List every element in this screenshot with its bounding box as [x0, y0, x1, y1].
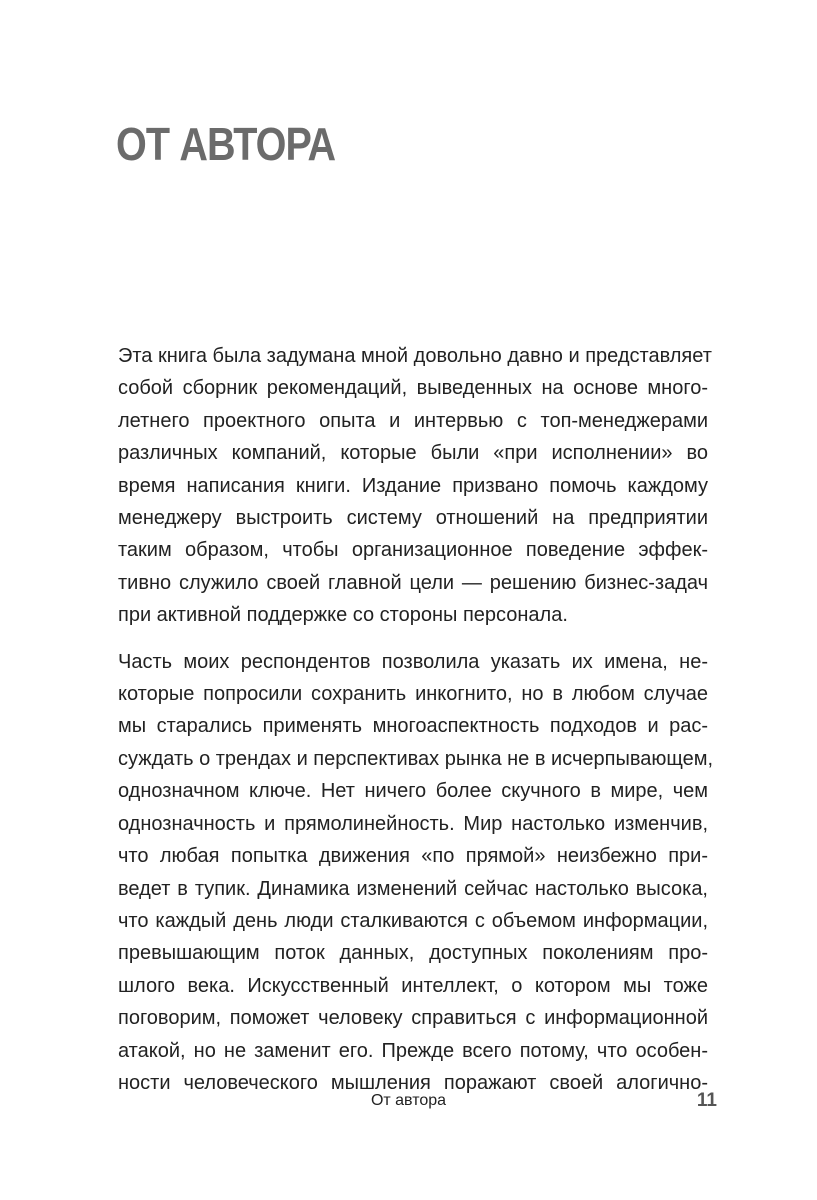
text-line: Часть моих респондентов позволила указать их имена, не-	[118, 650, 708, 673]
text-line: что каждый день люди сталкиваются с объемом информации,	[118, 909, 708, 932]
text-line: шлого века. Искусственный интеллект, о котором мы тоже	[118, 974, 708, 997]
paragraph-2	[118, 646, 714, 1100]
body-text	[118, 340, 714, 1113]
text-line: однозначном ключе. Нет ничего более скучного в мире, чем	[118, 780, 708, 803]
text-line: которые попросили сохранить инкогнито, но в любом случае	[118, 683, 708, 706]
text-line: превышающим поток данных, доступных поколениям про-	[118, 942, 708, 965]
page-footer	[0, 1090, 817, 1114]
paragraph-1	[118, 340, 712, 632]
text-line: различных компаний, которые были «при исполнении» во	[118, 442, 708, 465]
running-head: От автора	[370, 1092, 447, 1109]
text-line: мы старались применять многоаспектность подходов и рас-	[118, 715, 708, 738]
text-line: таким образом, чтобы организационное поведение эффек-	[118, 539, 708, 562]
text-line: время написания книги. Издание призвано помочь каждому	[118, 474, 708, 497]
text-line: атакой, но не заменит его. Прежде всего потому, что особен-	[118, 1039, 708, 1062]
text-line: менеджеру выстроить систему отношений на предприятии	[118, 507, 708, 530]
text-line: тивно служило своей главной цели — решению бизнес-задач	[118, 571, 708, 594]
text-line: собой сборник рекомендаций, выведенных на основе много-	[118, 377, 708, 400]
text-line: ведет в тупик. Динамика изменений сейчас настолько высока,	[118, 877, 708, 900]
text-line: что любая попытка движения «по прямой» неизбежно при-	[118, 845, 708, 868]
text-line: поговорим, поможет человеку справиться с информационной	[118, 1007, 708, 1030]
text-line: летнего проектного опыта и интервью с топ-менеджерами	[118, 409, 708, 432]
page-title: ОТ АВТОРА	[116, 118, 336, 170]
text-line: суждать о трендах и перспективах рынка не в исчерпывающем,	[118, 747, 714, 770]
text-line: ности человеческого мышления поражают своей алогично-	[118, 1071, 708, 1094]
text-line: однозначность и прямолинейность. Мир настолько изменчив,	[118, 812, 708, 835]
text-line: Эта книга была задумана мной довольно давно и представляет	[118, 345, 712, 367]
text-line: при активной поддержке со стороны персонала.	[118, 604, 568, 627]
page-number: 11	[696, 1090, 717, 1111]
